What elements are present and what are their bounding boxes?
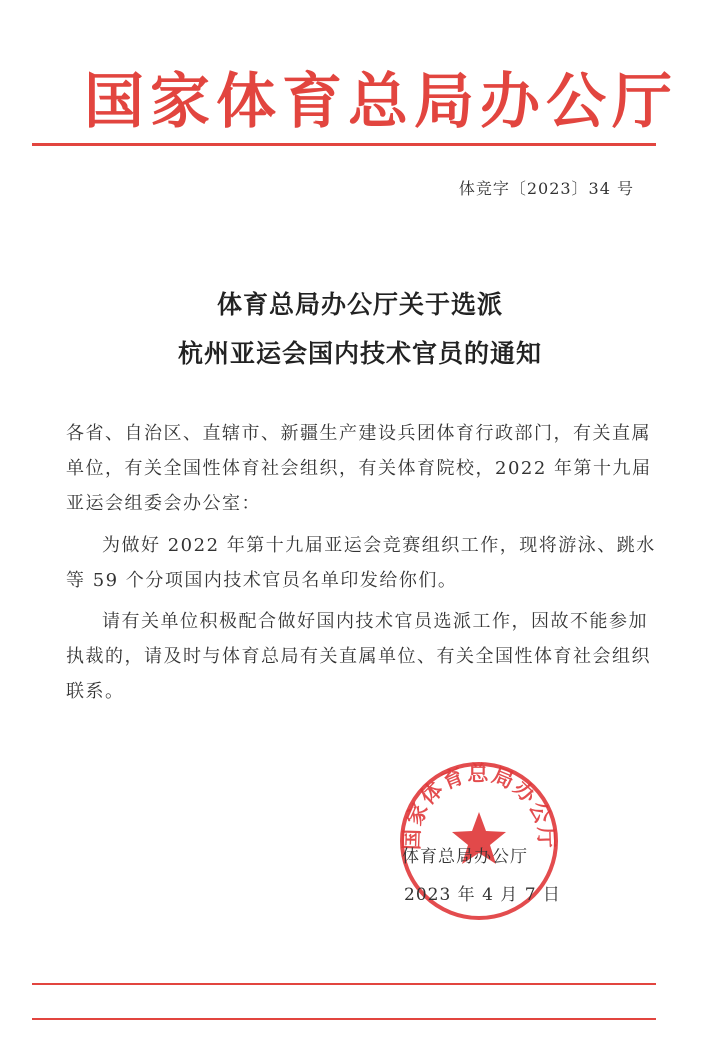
letterhead-title: 国家体育总局办公厅 <box>84 67 678 137</box>
recipients-paragraph: 各省、自治区、直辖市、新疆生产建设兵团体育行政部门，有关直属单位，有关全国性体育社会组织，有关体育院校，2022 年第十九届亚运会组委会办公室： <box>66 423 652 514</box>
letterhead-rule <box>32 143 656 146</box>
issue-date: 2023 年 4 月 7 日 <box>404 885 561 905</box>
body-paragraph-2: 请有关单位积极配合做好国内技术官员选派工作，因故不能参加执裁的，请及时与体育总局有关直属单位、有关全国性体育社会组织联系。 <box>66 611 651 702</box>
signature: 体育总局办公厅 <box>402 847 528 867</box>
seal-text: 国家体育总局办公厅 <box>399 761 559 851</box>
footer-rule-bottom <box>32 1018 656 1020</box>
notice-title-line-1: 体育总局办公厅关于选派 <box>216 290 503 319</box>
notice-title-line-2: 杭州亚运会国内技术官员的通知 <box>177 339 542 368</box>
document-number: 体竞字〔2023〕34 号 <box>458 179 634 198</box>
footer-rule-top <box>32 983 656 985</box>
body-paragraph-1: 为做好 2022 年第十九届亚运会竞赛组织工作，现将游泳、跳水等 59 个分项国内技术官员名单印发给你们。 <box>66 535 656 591</box>
